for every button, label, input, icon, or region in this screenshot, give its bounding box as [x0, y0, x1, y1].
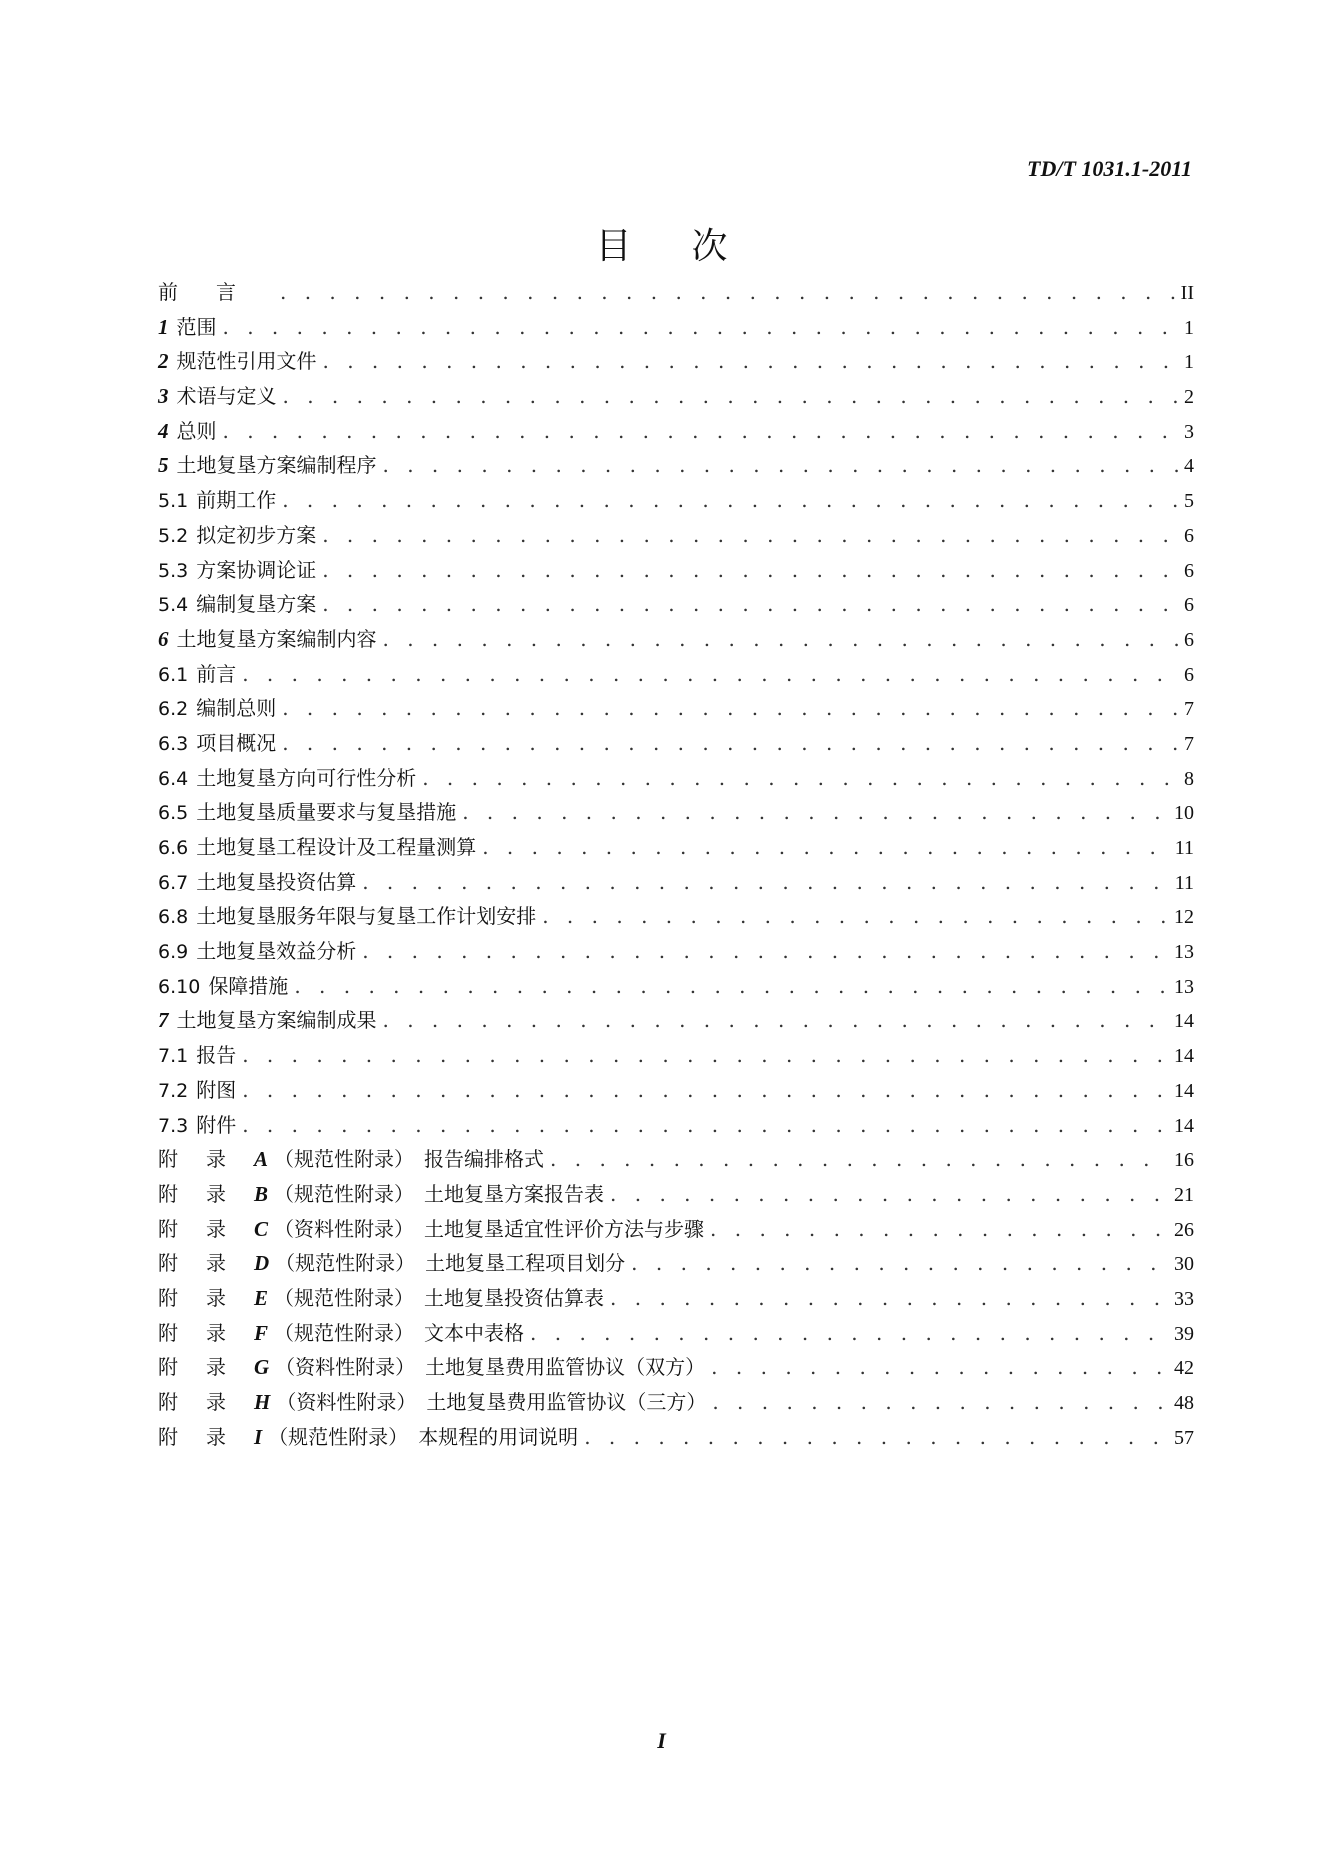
toc-entry-page: 13	[1174, 941, 1194, 964]
toc-entry[interactable]	[158, 830, 1194, 865]
toc-entry-label: 总则	[176, 418, 217, 443]
toc-entry-label: 术语与定义	[176, 384, 277, 409]
toc-entry[interactable]	[158, 622, 1194, 657]
appendix-prefix: 附录	[158, 1285, 254, 1310]
toc-entry-text	[158, 553, 316, 589]
toc-entry-number: 5.2	[158, 524, 189, 547]
toc-entry-label: 土地复垦方案报告表	[424, 1181, 605, 1206]
appendix-type: （资料性附录）	[274, 1216, 415, 1241]
toc-entry-label: 土地复垦方案编制程序	[176, 453, 377, 478]
toc-entry[interactable]	[158, 865, 1194, 900]
toc-entry[interactable]	[158, 761, 1194, 796]
toc-entry-text	[158, 934, 356, 970]
toc-entry-number: 5	[158, 453, 169, 478]
toc-entry-text	[158, 657, 236, 693]
toc-entry-page: 33	[1174, 1287, 1194, 1310]
toc-entry-text	[158, 1212, 704, 1247]
toc-entry-text	[158, 379, 277, 414]
toc-entry-label: 范围	[176, 314, 217, 339]
toc-entry-page: 48	[1174, 1392, 1194, 1414]
toc-entry-text	[158, 1281, 604, 1316]
toc-entry[interactable]	[158, 899, 1194, 934]
toc-entry-label: 附件	[196, 1112, 237, 1137]
dot-leader	[280, 275, 1175, 310]
toc-entry[interactable]	[158, 1003, 1194, 1038]
toc-entry-page: 30	[1174, 1253, 1194, 1276]
appendix-type: （规范性附录）	[274, 1147, 415, 1172]
dot-leader	[462, 795, 1168, 830]
toc-entry-label: 土地复垦效益分析	[196, 939, 357, 964]
toc-entry-number: 7.1	[158, 1045, 189, 1068]
dot-leader	[530, 1316, 1168, 1351]
toc-entry-text	[158, 1385, 706, 1420]
toc-entry-text	[158, 1316, 524, 1351]
appendix-prefix: 附录	[158, 1251, 254, 1276]
toc-entry-text	[158, 414, 217, 449]
appendix-type: （规范性附录）	[268, 1424, 409, 1449]
appendix-type: （资料性附录）	[275, 1355, 416, 1380]
toc-entry-page: 6	[1184, 663, 1194, 686]
toc-entry[interactable]	[158, 726, 1194, 761]
toc-entry-label: 土地复垦投资估算	[196, 869, 357, 894]
toc-entry-text	[158, 587, 316, 623]
toc-entry[interactable]	[158, 1073, 1194, 1108]
toc-entry-label: 土地复垦适宜性评价方法与步骤	[424, 1216, 705, 1241]
toc-entry-label: 编制总则	[196, 696, 277, 721]
toc-entry-page: 4	[1184, 455, 1194, 478]
toc-entry-label: 报告编排格式	[424, 1147, 545, 1172]
toc-entry[interactable]	[158, 1316, 1194, 1351]
toc-entry-label: 编制复垦方案	[196, 592, 317, 617]
toc-entry-page: 7	[1184, 732, 1194, 755]
toc-entry-page: 39	[1174, 1322, 1194, 1345]
toc-entry-page: 11	[1174, 837, 1194, 859]
dot-leader	[223, 310, 1179, 345]
dot-leader	[584, 1420, 1168, 1455]
appendix-type: （规范性附录）	[275, 1251, 416, 1276]
toc-entry-page: 1	[1184, 351, 1194, 374]
dot-leader	[610, 1177, 1168, 1212]
toc-entry[interactable]	[158, 587, 1194, 622]
toc-entry-number: 5.4	[158, 594, 189, 617]
toc-entry-page: 14	[1174, 1114, 1194, 1137]
toc-entry-number: 6.5	[158, 802, 189, 825]
toc-entry-page: 6	[1184, 628, 1194, 651]
toc-entry[interactable]	[158, 518, 1194, 553]
toc-entry-page: 42	[1174, 1357, 1194, 1380]
toc-entry-page: 14	[1174, 1010, 1194, 1033]
toc-entry-number: 7	[158, 1008, 169, 1033]
toc-entry-number: 6.9	[158, 941, 189, 964]
appendix-letter: I	[254, 1424, 263, 1449]
toc-entry[interactable]	[158, 1385, 1194, 1420]
appendix-type: （资料性附录）	[276, 1390, 417, 1414]
toc-entry-text	[158, 1177, 604, 1212]
toc-entry-number: 6.10	[158, 975, 201, 998]
appendix-letter: E	[254, 1285, 269, 1310]
toc-entry-page: 2	[1184, 386, 1194, 409]
dot-leader	[282, 726, 1178, 761]
toc-entry-number: 7.3	[158, 1114, 189, 1137]
dot-leader	[383, 448, 1179, 483]
dot-leader	[712, 1385, 1168, 1420]
toc-entry-number: 6.2	[158, 698, 189, 721]
appendix-letter: C	[254, 1216, 269, 1241]
dot-leader	[362, 934, 1168, 969]
toc-entry-page: 3	[1184, 420, 1194, 443]
appendix-letter: D	[254, 1251, 270, 1276]
toc-entry-text	[158, 1003, 377, 1038]
dot-leader	[223, 414, 1179, 449]
toc-entry-text	[158, 344, 317, 379]
toc-entry-label: 土地复垦投资估算表	[424, 1285, 605, 1310]
toc-entry-label: 附图	[196, 1077, 237, 1102]
toc-entry-label: 规范性引用文件	[176, 349, 317, 374]
dot-leader	[383, 622, 1179, 657]
toc-entry-text	[158, 969, 288, 1005]
toc-entry-page: 7	[1184, 698, 1194, 721]
toc-entry-label: 保障措施	[208, 973, 289, 998]
appendix-type: （规范性附录）	[274, 1320, 415, 1345]
toc-entry[interactable]	[158, 969, 1194, 1004]
dot-leader	[362, 865, 1169, 900]
toc-entry-number: 6.1	[158, 663, 189, 686]
toc-entry-text	[158, 899, 536, 935]
page-number: I	[657, 1728, 666, 1753]
toc-entry-text	[158, 448, 377, 483]
toc-entry[interactable]	[158, 1281, 1194, 1316]
toc-entry[interactable]	[158, 1420, 1194, 1455]
toc-entry[interactable]	[158, 483, 1194, 518]
dot-leader	[323, 344, 1179, 379]
toc-entry-text	[158, 865, 356, 901]
toc-entry-number: 5.3	[158, 559, 189, 582]
toc-entry-page: 57	[1174, 1426, 1194, 1449]
toc-entry-label: 前期工作	[196, 488, 277, 513]
toc-entry-page: 11	[1174, 871, 1194, 894]
toc-entry-number: 3	[158, 384, 169, 409]
toc-entry-page: 5	[1184, 490, 1194, 513]
appendix-prefix: 附录	[158, 1320, 254, 1345]
toc-entry-text	[158, 1073, 236, 1109]
toc-entry-number: 2	[158, 349, 169, 374]
document-code: TD/T 1031.1-2011	[1027, 156, 1192, 181]
toc-entry-text	[158, 1142, 544, 1177]
toc-entry[interactable]	[158, 1177, 1194, 1212]
toc-entry[interactable]	[158, 1246, 1194, 1281]
toc-entry-page: 8	[1184, 767, 1194, 790]
toc-entry-text	[158, 1246, 625, 1281]
toc-entry-label: 土地复垦费用监管协议（三方）	[426, 1390, 707, 1414]
toc-entry[interactable]	[158, 1142, 1194, 1177]
dot-leader	[283, 379, 1179, 414]
toc-entry[interactable]	[158, 1350, 1194, 1385]
toc-entry-number: 7.2	[158, 1079, 189, 1102]
toc-entry-text	[158, 1420, 578, 1455]
toc-entry-number: 6.8	[158, 906, 189, 929]
appendix-type: （规范性附录）	[274, 1285, 415, 1310]
toc-entry-text	[158, 761, 416, 797]
toc-entry[interactable]	[158, 1212, 1194, 1247]
toc-entry-page: 13	[1174, 975, 1194, 998]
toc-entry[interactable]	[158, 691, 1194, 726]
toc-entry-label: 项目概况	[196, 730, 277, 755]
appendix-prefix: 附录	[158, 1216, 254, 1241]
toc-entry-text	[158, 518, 316, 554]
dot-leader	[711, 1350, 1168, 1385]
toc-entry-number: 6.6	[158, 837, 189, 859]
toc-entry-page: 6	[1184, 524, 1194, 547]
toc-entry-text	[158, 622, 377, 657]
dot-leader	[610, 1281, 1168, 1316]
toc-entry-label: 土地复垦服务年限与复垦工作计划安排	[196, 904, 537, 929]
appendix-type: （规范性附录）	[274, 1181, 415, 1206]
toc-entry-label: 土地复垦方向可行性分析	[196, 765, 417, 790]
toc-entry-label: 土地复垦质量要求与复垦措施	[196, 800, 457, 825]
appendix-prefix: 附录	[158, 1424, 254, 1449]
toc-entry-text	[158, 691, 276, 727]
toc-entry[interactable]	[158, 379, 1194, 414]
dot-leader	[631, 1246, 1168, 1281]
toc-entry-number: 6.7	[158, 871, 189, 894]
toc-entry-label: 土地复垦费用监管协议（双方）	[425, 1355, 706, 1380]
toc-entry[interactable]	[158, 553, 1194, 588]
dot-leader	[242, 1038, 1168, 1073]
dot-leader	[242, 657, 1178, 692]
dot-leader	[322, 518, 1178, 553]
toc-entry-page: 14	[1174, 1045, 1194, 1068]
toc-entry[interactable]	[158, 414, 1194, 449]
toc-entry[interactable]	[158, 448, 1194, 483]
toc-entry-label: 土地复垦方案编制成果	[176, 1008, 377, 1033]
toc-entry-text	[158, 275, 274, 310]
dot-leader	[242, 1073, 1168, 1108]
toc-entry-page: 14	[1174, 1079, 1194, 1102]
toc-entry-page: 1	[1184, 316, 1194, 339]
toc-entry[interactable]	[158, 275, 1194, 310]
toc-entry-label: 拟定初步方案	[196, 522, 317, 547]
toc-entry-page: 10	[1174, 802, 1194, 825]
dot-leader	[322, 553, 1178, 588]
toc-entry-text	[158, 483, 276, 519]
toc-entry[interactable]	[158, 657, 1194, 692]
appendix-letter: G	[254, 1355, 270, 1380]
toc-entry-text	[158, 795, 456, 831]
appendix-prefix: 附录	[158, 1181, 254, 1206]
appendix-prefix: 附录	[158, 1147, 254, 1172]
toc-entry-number: 5.1	[158, 490, 189, 513]
toc-entry-text	[158, 1038, 236, 1074]
toc-entry-page: II	[1180, 282, 1194, 304]
toc-entry-label: 方案协调论证	[196, 557, 317, 582]
toc-entry-label: 文本中表格	[424, 1320, 525, 1345]
dot-leader	[242, 1108, 1168, 1143]
toc-entry-page: 21	[1174, 1183, 1194, 1206]
toc-entry-number: 6.4	[158, 767, 189, 790]
toc-entry-number: 6	[158, 626, 169, 651]
dot-leader	[383, 1003, 1169, 1038]
toc-entry-number: 6.3	[158, 732, 189, 755]
toc-entry-page: 12	[1174, 906, 1194, 929]
dot-leader	[422, 761, 1178, 796]
toc-entry-page: 6	[1184, 594, 1194, 617]
toc-entry-label: 土地复垦工程设计及工程量测算	[196, 835, 477, 859]
table-of-contents	[158, 275, 1194, 1454]
toc-entry-label: 土地复垦工程项目划分	[425, 1251, 626, 1276]
toc-entry-text	[158, 310, 217, 345]
appendix-prefix: 附录	[158, 1355, 254, 1380]
toc-entry-number: 4	[158, 418, 169, 443]
appendix-letter: A	[254, 1147, 269, 1172]
toc-entry-label: 本规程的用词说明	[418, 1424, 579, 1449]
toc-entry-page: 26	[1174, 1218, 1194, 1241]
dot-leader	[542, 899, 1168, 934]
appendix-letter: F	[254, 1320, 269, 1345]
toc-entry-text	[158, 1108, 236, 1144]
toc-entry[interactable]	[158, 344, 1194, 379]
appendix-letter: H	[254, 1390, 271, 1414]
toc-entry-page: 6	[1184, 559, 1194, 582]
toc-entry-label: 前言	[158, 280, 274, 304]
dot-leader	[550, 1142, 1168, 1177]
dot-leader	[294, 969, 1168, 1004]
toc-entry-label: 土地复垦方案编制内容	[176, 626, 377, 651]
toc-entry-text	[158, 830, 476, 866]
dot-leader	[282, 483, 1178, 518]
toc-entry[interactable]	[158, 795, 1194, 830]
toc-entry-label: 前言	[196, 661, 237, 686]
dot-leader	[282, 691, 1178, 726]
toc-entry[interactable]	[158, 310, 1194, 345]
toc-entry-label: 报告	[196, 1043, 237, 1068]
dot-leader	[482, 830, 1169, 865]
toc-entry-page: 16	[1174, 1149, 1194, 1172]
toc-entry[interactable]	[158, 1108, 1194, 1143]
dot-leader	[322, 587, 1178, 622]
page-title: 目次	[595, 226, 788, 267]
toc-entry-number: 1	[158, 314, 169, 339]
dot-leader	[710, 1212, 1168, 1247]
toc-entry-text	[158, 726, 276, 762]
toc-entry[interactable]	[158, 934, 1194, 969]
appendix-prefix: 附录	[158, 1390, 254, 1414]
toc-entry[interactable]	[158, 1038, 1194, 1073]
toc-entry-text	[158, 1350, 705, 1385]
appendix-letter: B	[254, 1181, 269, 1206]
